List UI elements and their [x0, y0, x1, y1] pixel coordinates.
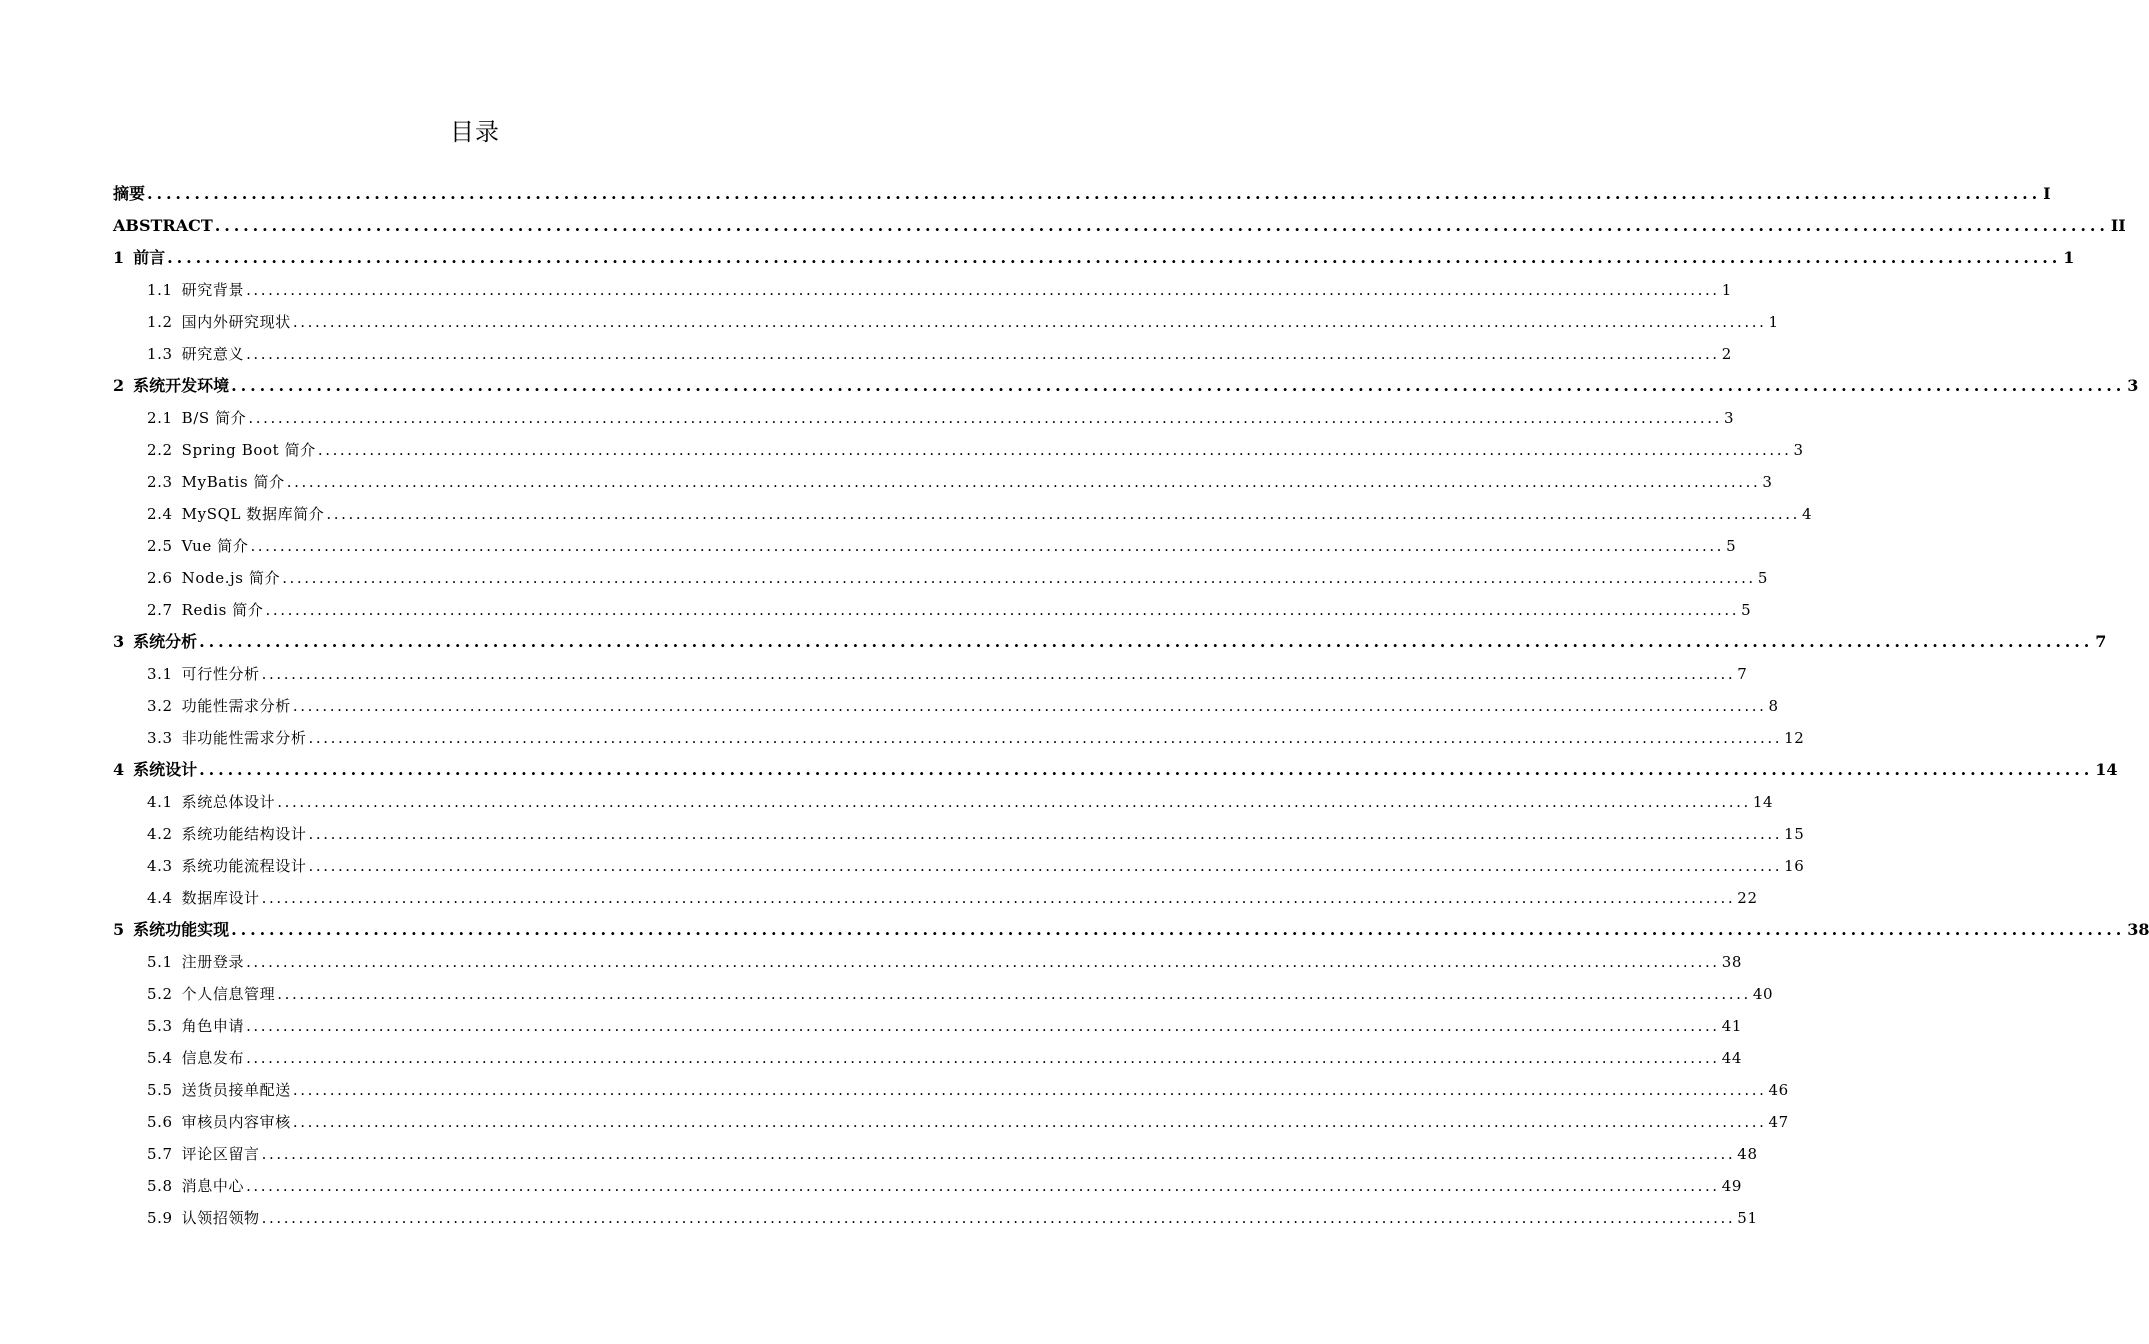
toc-page-number: 44 — [1721, 1049, 1742, 1067]
toc-entry-number: 5.1 — [147, 953, 173, 971]
toc-entry-title: 注册登录 — [181, 953, 245, 971]
toc-dot-leader: ........................................................................................................................................................................................................ — [246, 953, 1720, 971]
toc-section-entry[interactable] — [113, 1074, 1789, 1106]
toc-section-entry[interactable] — [113, 1202, 1758, 1234]
toc-entry-title: 送货员接单配送 — [181, 1081, 291, 1099]
toc-entry-title: MyBatis 简介 — [181, 473, 285, 491]
toc-section-entry[interactable] — [113, 690, 1779, 722]
toc-dot-leader: ........................................................................................................................................................................................................ — [246, 1049, 1720, 1067]
toc-dot-leader: ........................................................................................................................................................................................................ — [292, 1113, 1767, 1131]
toc-section-entry[interactable] — [113, 786, 1774, 818]
toc-entry-title: 非功能性需求分析 — [181, 729, 307, 747]
toc-page-number: 46 — [1768, 1081, 1789, 1099]
toc-entry-number: 4.4 — [147, 889, 173, 907]
toc-entry-number: 1.1 — [147, 281, 173, 299]
toc-section-entry[interactable] — [113, 274, 1732, 306]
toc-dot-leader: ........................................................................................................................................................................................................ — [261, 1145, 1736, 1163]
toc-entry-number: 5.6 — [147, 1113, 173, 1131]
toc-page-number: 4 — [1802, 505, 1813, 523]
toc-entry-title: 功能性需求分析 — [181, 697, 291, 715]
toc-dot-leader: ........................................................................................................................................................................................................ — [246, 345, 1720, 363]
toc-entry-number: 2.6 — [147, 569, 173, 587]
toc-entry-number: 3.1 — [147, 665, 173, 683]
toc-entry-number: 2.1 — [147, 409, 173, 427]
toc-page-number: 7 — [2095, 632, 2107, 651]
toc-dot-leader: ........................................................................................................................................................................................................ — [199, 760, 2094, 779]
toc-section-entry[interactable] — [113, 1138, 1758, 1170]
toc-entry-title: 系统功能流程设计 — [181, 857, 307, 875]
toc-section-entry[interactable] — [113, 306, 1779, 338]
toc-dot-leader: ........................................................................................................................................................................................................ — [261, 665, 1736, 683]
toc-section-entry[interactable] — [113, 530, 1737, 562]
toc-dot-leader: ........................................................................................................................................................................................................ — [246, 1017, 1720, 1035]
toc-dot-leader: ........................................................................................................................................................................................................ — [246, 281, 1720, 299]
toc-entry-number: 2.2 — [147, 441, 173, 459]
toc-page-number: 49 — [1721, 1177, 1742, 1195]
toc-dot-leader: ........................................................................................................................................................................................................ — [246, 1177, 1720, 1195]
toc-entry-title: Vue 简介 — [181, 537, 249, 555]
toc-entry-number: 4 — [113, 760, 125, 779]
toc-entry-title: 系统分析 — [133, 632, 198, 651]
toc-section-entry[interactable] — [113, 1010, 1742, 1042]
toc-page-number: 15 — [1784, 825, 1805, 843]
toc-entry-number: 1 — [113, 248, 125, 267]
toc-dot-leader: ........................................................................................................................................................................................................ — [261, 889, 1736, 907]
toc-entry-number: 5.4 — [147, 1049, 173, 1067]
toc-entry-number: 2.5 — [147, 537, 173, 555]
toc-dot-leader: ........................................................................................................................................................................................................ — [308, 857, 1783, 875]
toc-section-entry[interactable] — [113, 722, 1805, 754]
toc-entry-number: 1.3 — [147, 345, 173, 363]
toc-entry-title: 摘要 — [113, 184, 146, 203]
toc-page-number: 38 — [1721, 953, 1742, 971]
toc-entry-title: 国内外研究现状 — [181, 313, 291, 331]
toc-section-entry[interactable] — [113, 1106, 1789, 1138]
toc-entry-title: 认领招领物 — [181, 1209, 260, 1227]
toc-entry-number: 2.3 — [147, 473, 173, 491]
toc-entry-number: 2.7 — [147, 601, 173, 619]
toc-entry-title: 系统功能实现 — [133, 920, 230, 939]
toc-entry-title: 角色申请 — [181, 1017, 245, 1035]
toc-entry-title: 评论区留言 — [181, 1145, 260, 1163]
toc-entry-number: 5.5 — [147, 1081, 173, 1099]
toc-entry-title: 研究背景 — [181, 281, 245, 299]
toc-entry-number: 3 — [113, 632, 125, 651]
toc-entry-title: MySQL 数据库简介 — [181, 505, 325, 523]
toc-section-entry[interactable] — [113, 1170, 1742, 1202]
toc-page-number: 1 — [1768, 313, 1779, 331]
toc-page-number: 5 — [1757, 569, 1768, 587]
toc-dot-leader: ........................................................................................................................................................................................................ — [199, 632, 2094, 651]
toc-chapter-entry[interactable] — [113, 178, 2051, 210]
toc-page-number: 38 — [2127, 920, 2149, 939]
toc-dot-leader: ........................................................................................................................................................................................................ — [231, 376, 2126, 395]
toc-dot-leader: ........................................................................................................................................................................................................ — [326, 505, 1801, 523]
toc-section-entry[interactable] — [113, 818, 1805, 850]
toc-entry-title: 个人信息管理 — [181, 985, 276, 1003]
toc-entry-number: 4.3 — [147, 857, 173, 875]
toc-dot-leader: ........................................................................................................................................................................................................ — [167, 248, 2062, 267]
toc-dot-leader: ........................................................................................................................................................................................................ — [286, 473, 1761, 491]
toc-page-number: 48 — [1737, 1145, 1758, 1163]
toc-page-number: 12 — [1784, 729, 1805, 747]
toc-dot-leader: ........................................................................................................................................................................................................ — [282, 569, 1756, 587]
toc-page-number: 47 — [1768, 1113, 1789, 1131]
toc-page-number: 2 — [1721, 345, 1732, 363]
toc-page-number: 40 — [1752, 985, 1774, 1003]
toc-entry-title: 可行性分析 — [181, 665, 260, 683]
toc-dot-leader: ........................................................................................................................................................................................................ — [277, 985, 1751, 1003]
toc-section-entry[interactable] — [113, 498, 1813, 530]
toc-page-number: 51 — [1737, 1209, 1758, 1227]
toc-section-entry[interactable] — [113, 434, 1804, 466]
toc-entry-number: 5.9 — [147, 1209, 173, 1227]
toc-section-entry[interactable] — [113, 850, 1805, 882]
toc-entry-number: 5.7 — [147, 1145, 173, 1163]
toc-entry-title: 研究意义 — [181, 345, 245, 363]
toc-entry-title: 审核员内容审核 — [181, 1113, 291, 1131]
toc-dot-leader: ........................................................................................................................................................................................................ — [214, 216, 2109, 235]
toc-section-entry[interactable] — [113, 466, 1773, 498]
toc-page-number: 3 — [1762, 473, 1773, 491]
toc-entry-title: B/S 简介 — [181, 409, 247, 427]
toc-page-number: 14 — [2095, 760, 2118, 779]
toc-title: 目录 — [450, 118, 500, 146]
toc-section-entry[interactable] — [113, 978, 1774, 1010]
toc-page-number: 22 — [1737, 889, 1758, 907]
toc-page-number: 3 — [1793, 441, 1804, 459]
toc-page-number: 14 — [1752, 793, 1774, 811]
toc-dot-leader: ........................................................................................................................................................................................................ — [317, 441, 1792, 459]
toc-entry-title: 信息发布 — [181, 1049, 245, 1067]
toc-dot-leader: ........................................................................................................................................................................................................ — [250, 537, 1725, 555]
toc-page-number: 5 — [1726, 537, 1737, 555]
toc-entry-number: 4.2 — [147, 825, 173, 843]
toc-entry-title: 消息中心 — [181, 1177, 245, 1195]
toc-dot-leader: ........................................................................................................................................................................................................ — [292, 1081, 1767, 1099]
toc-chapter-entry[interactable] — [113, 626, 2107, 658]
toc-entry-title: 系统功能结构设计 — [181, 825, 307, 843]
toc-entry-title: Node.js 简介 — [181, 569, 281, 587]
toc-list — [113, 178, 2149, 1234]
toc-page-number: 3 — [2127, 376, 2139, 395]
toc-chapter-entry[interactable] — [113, 754, 2118, 786]
toc-entry-number: 5.3 — [147, 1017, 173, 1035]
toc-entry-title: 数据库设计 — [181, 889, 260, 907]
toc-entry-number: 2 — [113, 376, 125, 395]
toc-dot-leader: ........................................................................................................................................................................................................ — [308, 825, 1783, 843]
toc-dot-leader: ........................................................................................................................................................................................................ — [248, 409, 1723, 427]
toc-entry-number: 5.8 — [147, 1177, 173, 1195]
toc-page-number: 7 — [1737, 665, 1748, 683]
toc-page-number: 16 — [1784, 857, 1805, 875]
toc-entry-number: 3.3 — [147, 729, 173, 747]
toc-chapter-entry[interactable] — [113, 210, 2126, 242]
toc-dot-leader: ........................................................................................................................................................................................................ — [261, 1209, 1736, 1227]
toc-entry-number: 5 — [113, 920, 125, 939]
toc-section-entry[interactable] — [113, 338, 1732, 370]
toc-chapter-entry[interactable] — [113, 242, 2075, 274]
toc-entry-title: ABSTRACT — [113, 216, 213, 235]
toc-entry-number: 4.1 — [147, 793, 173, 811]
toc-page-number: 3 — [1724, 409, 1735, 427]
toc-entry-number: 1.2 — [147, 313, 173, 331]
toc-page-number: 8 — [1768, 697, 1779, 715]
toc-page-number: 1 — [1721, 281, 1732, 299]
toc-dot-leader: ........................................................................................................................................................................................................ — [277, 793, 1751, 811]
toc-section-entry[interactable] — [113, 1042, 1742, 1074]
toc-section-entry[interactable] — [113, 562, 1768, 594]
toc-dot-leader: ........................................................................................................................................................................................................ — [147, 184, 2042, 203]
toc-entry-title: 系统设计 — [133, 760, 198, 779]
toc-entry-title: Redis 简介 — [181, 601, 264, 619]
toc-section-entry[interactable] — [113, 594, 1752, 626]
toc-entry-title: 系统开发环境 — [133, 376, 230, 395]
toc-entry-title: 系统总体设计 — [181, 793, 276, 811]
toc-section-entry[interactable] — [113, 402, 1735, 434]
toc-dot-leader: ........................................................................................................................................................................................................ — [292, 313, 1767, 331]
toc-dot-leader: ........................................................................................................................................................................................................ — [292, 697, 1767, 715]
toc-section-entry[interactable] — [113, 882, 1758, 914]
toc-entry-title: Spring Boot 简介 — [181, 441, 316, 459]
toc-dot-leader: ........................................................................................................................................................................................................ — [265, 601, 1740, 619]
toc-entry-number: 5.2 — [147, 985, 173, 1003]
toc-section-entry[interactable] — [113, 946, 1742, 978]
toc-chapter-entry[interactable] — [113, 370, 2139, 402]
toc-chapter-entry[interactable] — [113, 914, 2149, 946]
toc-page-number: I — [2043, 184, 2051, 203]
toc-page-number: 41 — [1721, 1017, 1742, 1035]
toc-entry-number: 2.4 — [147, 505, 173, 523]
toc-section-entry[interactable] — [113, 658, 1748, 690]
toc-dot-leader: ........................................................................................................................................................................................................ — [231, 920, 2126, 939]
toc-page-number: 1 — [2063, 248, 2075, 267]
toc-entry-number: 3.2 — [147, 697, 173, 715]
toc-page-number: II — [2110, 216, 2126, 235]
toc-entry-title: 前言 — [133, 248, 166, 267]
toc-dot-leader: ........................................................................................................................................................................................................ — [308, 729, 1783, 747]
toc-page-number: 5 — [1741, 601, 1752, 619]
